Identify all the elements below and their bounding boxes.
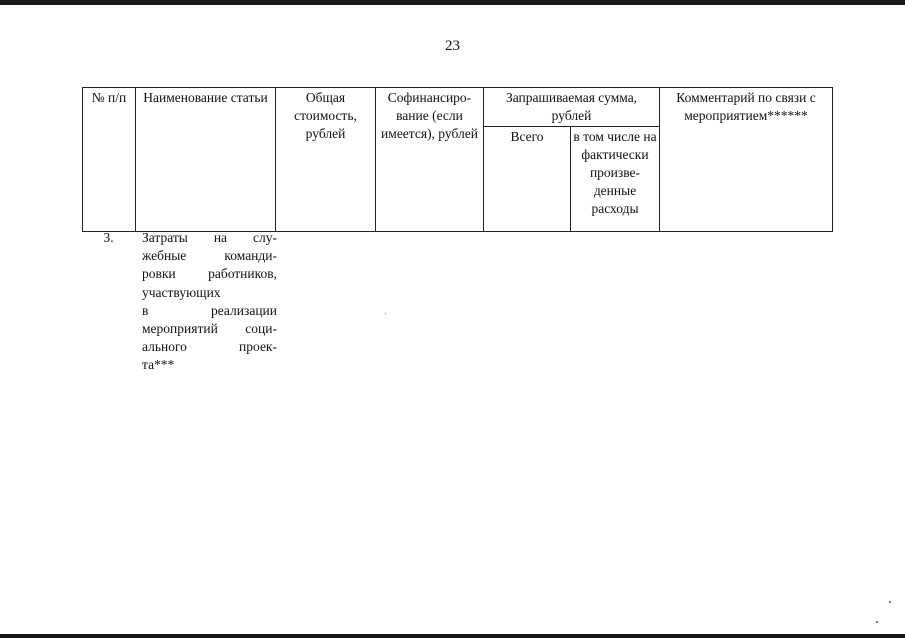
scan-speck: [385, 313, 386, 314]
header-comment: Комментарий по связи с мероприятием******: [660, 88, 833, 232]
row-item-name: [142, 229, 277, 375]
row-item-name-line: Затраты на слу-: [142, 230, 277, 245]
header-cofinancing: Софинансиро-вание (если имеется), рублей: [376, 88, 484, 232]
header-requested-sum: Запрашиваемая сумма, рублей: [484, 88, 660, 127]
scan-speck: [876, 621, 878, 623]
header-requested-total: Всего: [484, 127, 571, 232]
bottom-border-rule: [0, 634, 905, 638]
row-item-name-line: в реализации: [142, 302, 277, 318]
row-item-name-line: та***: [142, 357, 175, 373]
header-item-name: Наименование статьи: [136, 88, 276, 232]
row-item-name-line: мероприятий соци-: [142, 321, 277, 337]
page-number: 23: [445, 38, 460, 54]
header-requested-actual-expenses: в том числе на фактически произве-денные расходы: [571, 127, 660, 232]
row-item-name-line: участвующих: [142, 284, 221, 300]
cost-table-header: [82, 87, 833, 232]
header-total-cost: Общая стоимость, рублей: [276, 88, 376, 232]
scan-speck: [889, 601, 891, 603]
row-number: 3.: [103, 230, 114, 245]
header-number: № п/п: [83, 88, 136, 232]
row-item-name-line: жебные команди-: [142, 248, 277, 264]
row-item-name-line: ровки работников,: [142, 266, 277, 282]
row-item-name-line: ального проек-: [142, 339, 277, 355]
top-border-rule: [0, 0, 905, 5]
